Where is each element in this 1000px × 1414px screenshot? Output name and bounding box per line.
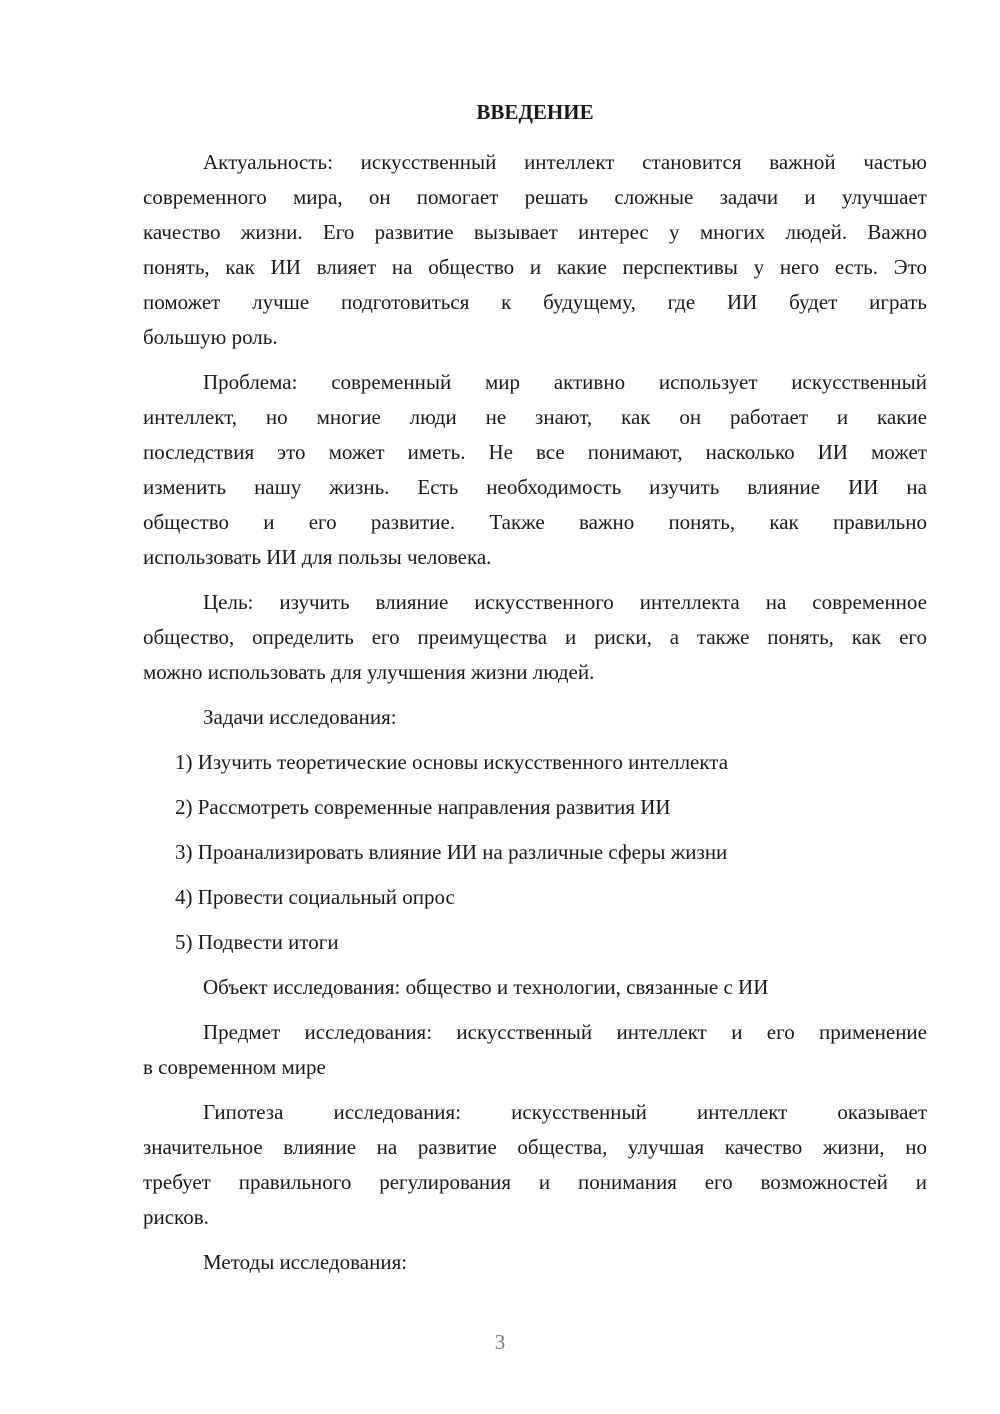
text-line: Задачи исследования: bbox=[203, 705, 397, 729]
text-line: большую роль. bbox=[143, 325, 278, 349]
paragraph bbox=[143, 145, 927, 355]
text-line: общество, определить его преимущества и риски, а также понять, как его bbox=[143, 625, 927, 649]
text-line: качество жизни. Его развитие вызывает интерес у многих людей. Важно bbox=[143, 220, 927, 244]
research-paragraphs bbox=[143, 970, 927, 1280]
task-item: 1) Изучить теоретические основы искусственного интеллекта bbox=[175, 750, 729, 774]
paragraph bbox=[143, 700, 927, 735]
text-line: рисков. bbox=[143, 1205, 209, 1229]
text-line: последствия это может иметь. Не все понимают, насколько ИИ может bbox=[143, 440, 927, 464]
text-line: значительное влияние на развитие общества, улучшая качество жизни, но bbox=[143, 1135, 927, 1159]
text-line: Гипотеза исследования: искусственный интеллект оказывает bbox=[203, 1100, 927, 1124]
text-line: требует правильного регулирования и понимания его возможностей и bbox=[143, 1170, 927, 1194]
paragraph bbox=[143, 365, 927, 575]
text-line: поможет лучше подготовиться к будущему, где ИИ будет играть bbox=[143, 290, 927, 314]
text-line: изменить нашу жизнь. Есть необходимость изучить влияние ИИ на bbox=[143, 475, 927, 499]
task-item: 4) Провести социальный опрос bbox=[175, 885, 455, 909]
text-line: интеллект, но многие люди не знают, как он работает и какие bbox=[143, 405, 927, 429]
task-item: 2) Рассмотреть современные направления развития ИИ bbox=[175, 795, 671, 819]
paragraph bbox=[143, 1015, 927, 1085]
task-item: 3) Проанализировать влияние ИИ на различные сферы жизни bbox=[175, 840, 728, 864]
text-line: использовать ИИ для пользы человека. bbox=[143, 545, 492, 569]
text-line: Цель: изучить влияние искусственного интеллекта на современное bbox=[203, 590, 927, 614]
text-line: общество и его развитие. Также важно понять, как правильно bbox=[143, 510, 927, 534]
text-line: Предмет исследования: искусственный интеллект и его применение bbox=[203, 1020, 927, 1044]
task-list bbox=[143, 745, 927, 960]
text-line: в современном мире bbox=[143, 1055, 326, 1079]
text-line: можно использовать для улучшения жизни людей. bbox=[143, 660, 595, 684]
paragraph bbox=[143, 1245, 927, 1280]
section-title: ВВЕДЕНИЕ bbox=[476, 100, 594, 124]
task-item: 5) Подвести итоги bbox=[175, 930, 339, 954]
paragraph bbox=[143, 1095, 927, 1235]
text-line: современного мира, он помогает решать сложные задачи и улучшает bbox=[143, 185, 927, 209]
page-number: 3 bbox=[494, 1330, 506, 1354]
document-page bbox=[143, 95, 927, 1290]
text-line: Методы исследования: bbox=[203, 1250, 408, 1274]
text-line: Объект исследования: общество и технологии, связанные с ИИ bbox=[203, 975, 769, 999]
paragraph bbox=[143, 585, 927, 690]
text-line: Актуальность: искусственный интеллект становится важной частью bbox=[203, 150, 927, 174]
paragraph bbox=[143, 970, 927, 1005]
text-line: понять, как ИИ влияет на общество и какие перспективы у него есть. Это bbox=[143, 255, 927, 279]
text-line: Проблема: современный мир активно использует искусственный bbox=[203, 370, 927, 394]
intro-paragraphs bbox=[143, 145, 927, 735]
